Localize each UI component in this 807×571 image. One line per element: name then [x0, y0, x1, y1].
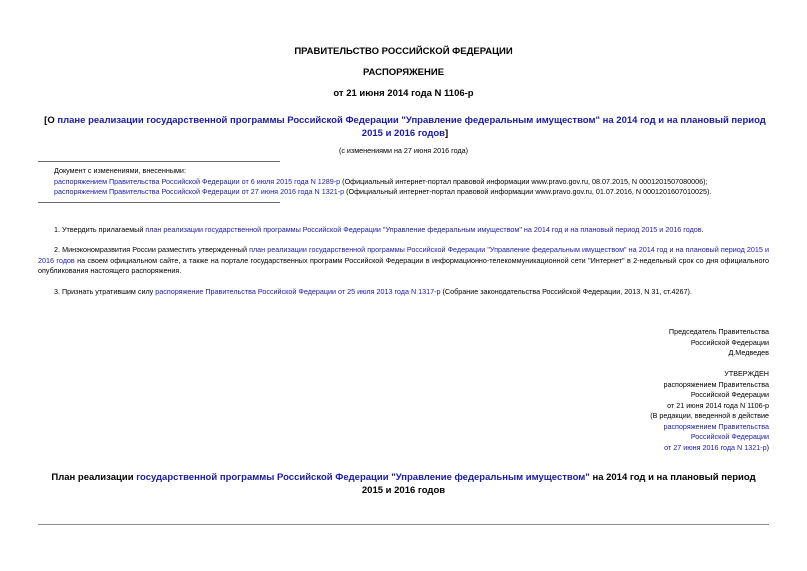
paragraph-3-text: 3. Признать утратившим силу: [54, 287, 156, 296]
approved-link-line-2[interactable]: Российской Федерации: [690, 432, 769, 441]
amendment-source-1: (Официальный интернет-портал правовой информации www.pravo.gov.ru, 08.07.2015, N 0001201507080006);: [340, 176, 708, 186]
plan-title-pre: План реализации: [51, 472, 137, 483]
changes-note: (с изменениями на 27 июня 2016 года): [338, 146, 469, 155]
amendment-link-2[interactable]: распоряжением Правительства Российской Федерации от 27 июня 2016 года N 1321-р: [54, 187, 345, 196]
amendment-source-2: (Официальный интернет-портал правовой информации www.pravo.gov.ru, 01.07.2016, N 0001201607010025).: [344, 187, 712, 196]
divider-bottom: [38, 202, 280, 203]
plan-title: [40, 471, 767, 497]
paragraph-3-link[interactable]: распоряжение Правительства Российской Федерации от 25 июля 2013 года N 1317-р: [155, 287, 441, 296]
document-type: РАСПОРЯЖЕНИЕ: [362, 67, 445, 78]
approved-line: Российской Федерации: [690, 390, 769, 399]
signature-title: Председатель Правительства: [668, 327, 769, 336]
amendment-item: [54, 187, 774, 198]
document-name-close-bracket: ]: [445, 128, 449, 139]
amendments-intro: Документ с изменениями, внесенными:: [54, 166, 186, 175]
approved-line: распоряжением Правительства: [663, 379, 769, 389]
amendments-block: [54, 166, 774, 198]
paragraph-2-end: на своем официальном сайте, а также на портале государственных программ Российской Федерации в информационно-телекоммуникационной сети "Интернет" в 2-недельный срок со дня официального опубликования настоящего распоряжения.: [38, 255, 769, 275]
amendment-item: [54, 177, 774, 188]
document-name-open-bracket: [О: [44, 115, 58, 126]
paragraph-1-end: .: [701, 225, 704, 234]
paragraph-2-link[interactable]: план реализации государственной программы Российской Федерации "Управление федеральным имуществом" на 2014 год и на плановый период 2015 и 2016 годов: [38, 245, 769, 265]
amendment-link-1[interactable]: распоряжением Правительства Российской Федерации от 6 июля 2015 года N 1289-р: [54, 176, 341, 186]
document-date: от 21 июня 2014 года N 1106-р: [333, 88, 474, 99]
paragraph-3-end: (Собрание законодательства Российской Федерации, 2013, N 31, ст.4267).: [440, 287, 692, 296]
approved-line: от 21 июня 2014 года N 1106-р: [667, 400, 769, 410]
document-name: [40, 114, 770, 140]
plan-title-post: на 2014 год и на плановый период 2015 и 2016 годов: [361, 472, 756, 496]
approved-close-paren: ): [766, 442, 769, 452]
plan-title-link[interactable]: государственной программы Российской Федерации "Управление федеральным имуществом": [136, 472, 590, 483]
paragraph-1: [38, 225, 769, 236]
government-heading: ПРАВИТЕЛЬСТВО РОССИЙСКОЙ ФЕДЕРАЦИИ: [294, 46, 513, 57]
paragraph-3: [38, 287, 769, 298]
approved-heading: УТВЕРЖДЕН: [724, 369, 769, 378]
divider-top: [38, 161, 280, 162]
signature-org: Российской Федерации: [690, 337, 769, 347]
document-name-link[interactable]: плане реализации государственной программы Российской Федерации "Управление федеральным имуществом" на 2014 год и на плановый период 2015 и 2016 годов: [57, 115, 766, 139]
approved-link-line-1[interactable]: распоряжением Правительства: [663, 421, 769, 431]
paragraph-2-text: 2. Минэкономразвития России разместить утвержденный: [54, 245, 250, 254]
paragraph-1-text: 1. Утвердить прилагаемый: [54, 225, 146, 234]
approved-link-line-3[interactable]: от 27 июня 2016 года N 1321-р: [664, 442, 767, 452]
paragraph-1-link[interactable]: план реализации государственной программы Российской Федерации "Управление федеральным имуществом" на 2014 год и на плановый период 2015 и 2016 годов: [145, 225, 702, 234]
approved-block: [650, 369, 769, 453]
approved-line: (В редакции, введенной в действие: [650, 411, 769, 420]
signature-name: Д.Медведев: [728, 348, 769, 357]
paragraph-2: [38, 245, 769, 277]
signature-block: [669, 327, 769, 359]
page-divider: [38, 524, 769, 525]
